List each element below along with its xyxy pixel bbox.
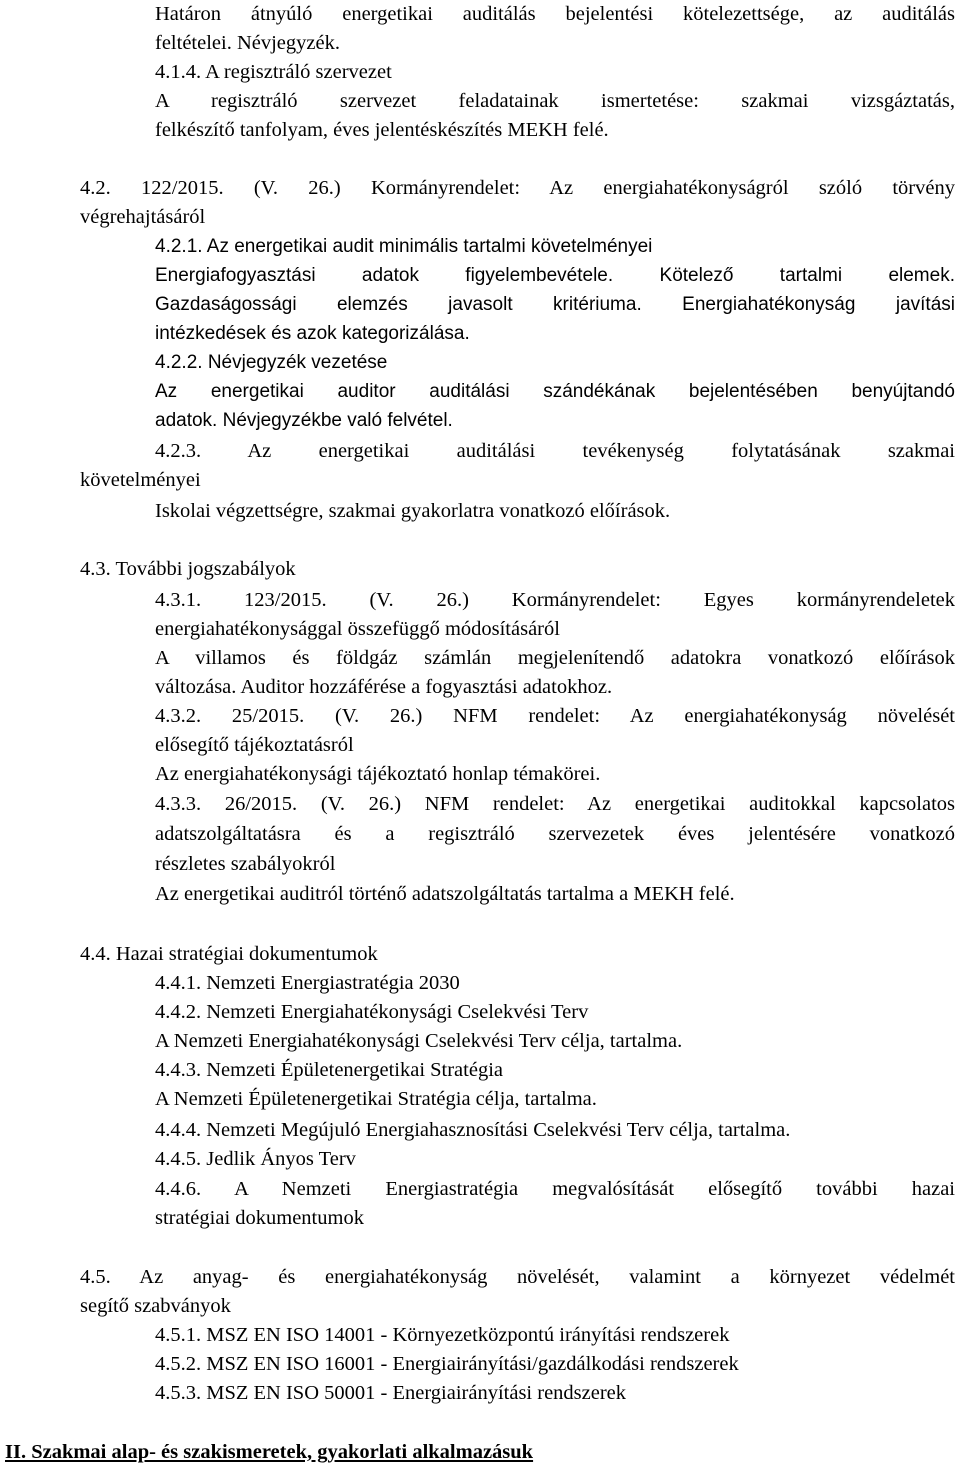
text-line: 4.2.2. Névjegyzék vezetése — [155, 352, 388, 373]
text-line: Határon átnyúló energetikai auditálás bejelentési kötelezettsége, az auditálás — [155, 3, 955, 25]
text-line: 4.2.1. Az energetikai audit minimális tartalmi követelményei — [155, 236, 653, 257]
text-line: intézkedések és azok kategorizálása. — [155, 323, 470, 344]
text-line: követelményei — [80, 469, 201, 491]
text-line: 4.4.5. Jedlik Ányos Terv — [155, 1148, 356, 1170]
text-line: segítő szabványok — [80, 1295, 231, 1317]
text-line: felkészítő tanfolyam, éves jelentéskészítés MEKH felé. — [155, 119, 609, 141]
text-line: A Nemzeti Energiahatékonysági Cselekvési Terv célja, tartalma. — [155, 1030, 683, 1052]
text-line: Iskolai végzettségre, szakmai gyakorlatra vonatkozó előírások. — [155, 500, 671, 522]
text-line: 4.3.3. 26/2015. (V. 26.) NFM rendelet: Az energetikai auditokkal kapcsolatos — [155, 793, 955, 815]
text-line: A regisztráló szervezet feladatainak ismertetése: szakmai vizsgáztatás, — [155, 90, 955, 112]
text-line: 4.3.1. 123/2015. (V. 26.) Kormányrendelet: Egyes kormányrendeletek — [155, 589, 955, 611]
text-line: 4.2. 122/2015. (V. 26.) Kormányrendelet: Az energiahatékonyságról szóló törvény — [80, 177, 955, 199]
section-title: 4.3. További jogszabályok — [80, 558, 296, 580]
text-line: Az energetikai auditról történő adatszolgáltatás tartalma a MEKH felé. — [155, 883, 735, 905]
text-line: 4.5.2. MSZ EN ISO 16001 - Energiairányítási/gazdálkodási rendszerek — [155, 1353, 739, 1375]
text-line: 4.5.3. MSZ EN ISO 50001 - Energiairányítási rendszerek — [155, 1382, 627, 1404]
section-title: 4.4. Hazai stratégiai dokumentumok — [80, 943, 378, 965]
text-line: részletes szabályokról — [155, 853, 336, 875]
text-line: 4.5.1. MSZ EN ISO 14001 - Környezetközpontú irányítási rendszerek — [155, 1324, 730, 1346]
text-line: energiahatékonysággal összefüggő módosításáról — [155, 618, 560, 640]
text-line: 4.4.6. A Nemzeti Energiastratégia megvalósítását elősegítő további hazai — [155, 1178, 955, 1200]
text-line: elősegítő tájékoztatásról — [155, 734, 354, 756]
text-line: 4.4.2. Nemzeti Energiahatékonysági Cselekvési Terv — [155, 1001, 589, 1023]
text-line: végrehajtásáról — [80, 206, 206, 228]
text-line: Az energetikai auditor auditálási szándékának bejelentésében benyújtandó — [155, 381, 955, 402]
text-line: 4.4.4. Nemzeti Megújuló Energiahasznosítási Cselekvési Terv célja, tartalma. — [155, 1119, 791, 1141]
text-line: stratégiai dokumentumok — [155, 1207, 364, 1229]
text-line: Energiafogyasztási adatok figyelembevétele. Kötelező tartalmi elemek. — [155, 265, 955, 286]
text-line: változása. Auditor hozzáférése a fogyasztási adatokhoz. — [155, 676, 613, 698]
text-line: 4.4.3. Nemzeti Épületenergetikai Stratégia — [155, 1059, 503, 1081]
text-line: 4.1.4. A regisztráló szervezet — [155, 61, 392, 83]
section-title: 4.5. Az anyag- és energiahatékonyság növelését, valamint a környezet védelmét — [80, 1266, 955, 1288]
text-line: adatszolgáltatásra és a regisztráló szervezetek éves jelentésére vonatkozó — [155, 823, 955, 845]
text-line: 4.3.2. 25/2015. (V. 26.) NFM rendelet: Az energiahatékonyság növelését — [155, 705, 955, 727]
text-line: 4.4.1. Nemzeti Energiastratégia 2030 — [155, 972, 460, 994]
text-line: Az energiahatékonysági tájékoztató honlap témakörei. — [155, 763, 601, 785]
text-line: feltételei. Névjegyzék. — [155, 32, 340, 54]
chapter-heading: II. Szakmai alap- és szakismeretek, gyakorlati alkalmazásuk — [5, 1441, 534, 1463]
text-line: adatok. Névjegyzékbe való felvétel. — [155, 410, 453, 431]
text-line: A Nemzeti Épületenergetikai Stratégia célja, tartalma. — [155, 1088, 597, 1110]
text-line: 4.2.3. Az energetikai auditálási tevékenység folytatásának szakmai — [155, 440, 955, 462]
text-line: A villamos és földgáz számlán megjelenítendő adatokra vonatkozó előírások — [155, 647, 955, 669]
text-line: Gazdaságossági elemzés javasolt kritériuma. Energiahatékonyság javítási — [155, 294, 955, 315]
